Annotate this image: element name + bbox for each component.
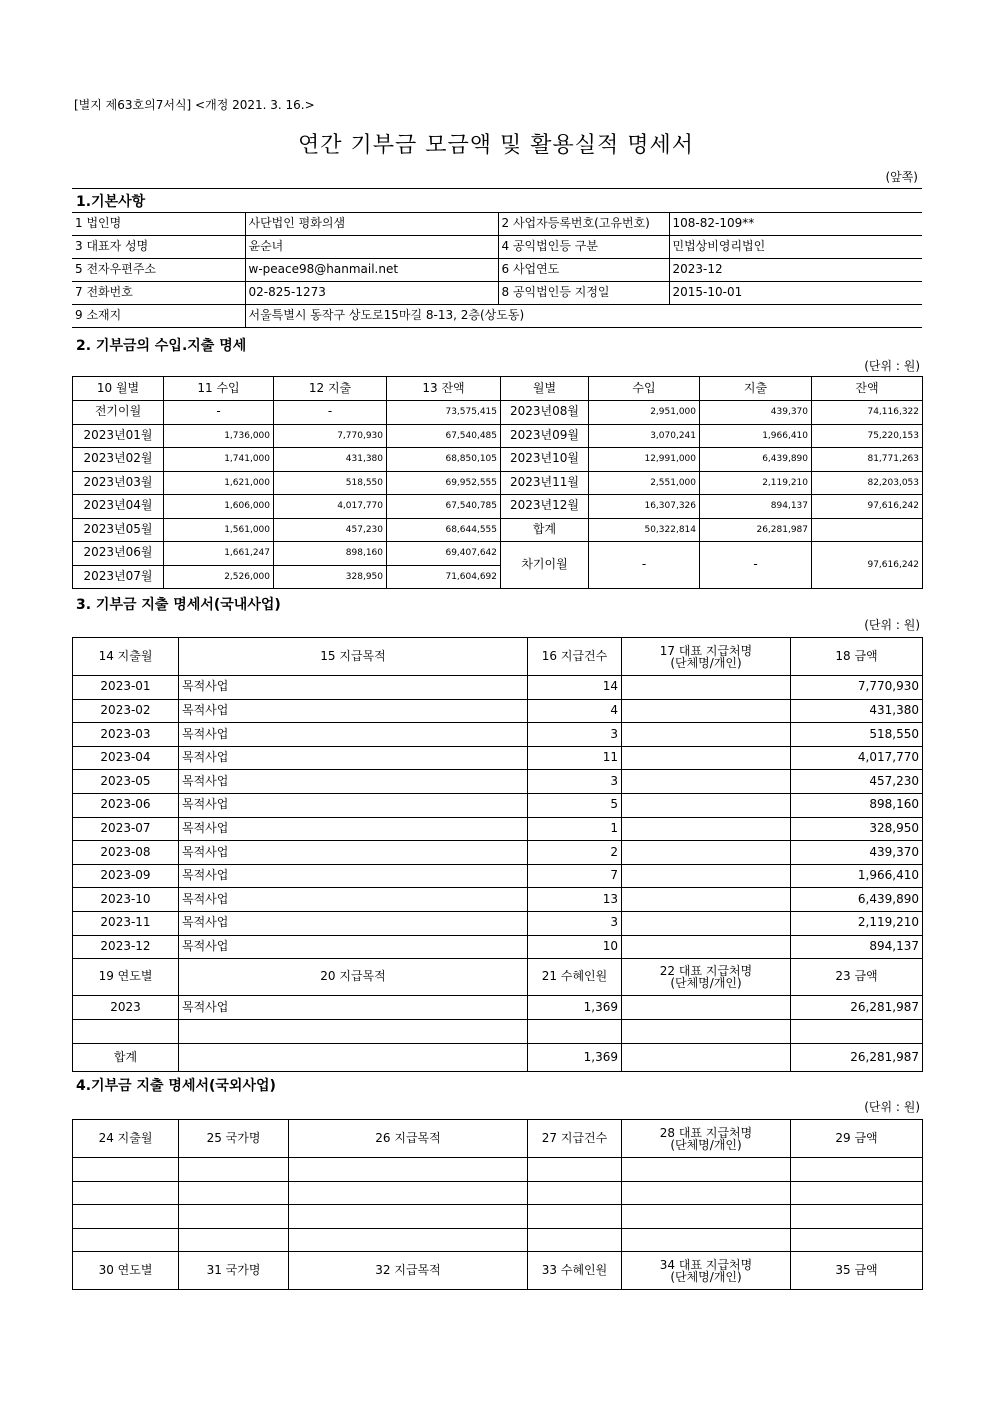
table-cell [289,1205,528,1229]
table-cell: 차기이월 [501,542,589,589]
table-cell [73,1205,179,1229]
table-row [73,448,923,472]
table-cell: 1,661,247 [164,542,274,566]
table-cell: 73,575,415 [387,401,501,425]
table-cell [622,817,791,841]
table-cell: 97,616,242 [812,542,923,589]
table-row [72,305,922,328]
column-header: 24 지출월 [73,1120,179,1158]
field-label: 3 대표자 성명 [72,236,245,259]
table-cell: 3 [528,770,622,794]
table-row [73,377,923,401]
table-cell: 2023년08월 [501,401,589,425]
table-cell: 2023-10 [73,888,179,912]
table-cell: 898,160 [274,542,387,566]
table-cell: 14 [528,676,622,700]
table-cell [622,1044,791,1072]
column-header: 15 지급목적 [179,638,528,676]
table-cell [622,1205,791,1229]
field-label: 8 공익법인등 지정일 [498,282,669,305]
table-cell: 2,526,000 [164,565,274,589]
table-cell: 목적사업 [179,864,528,888]
column-header: 11 수입 [164,377,274,401]
field-value: 사단법인 평화의샘 [245,213,498,236]
column-header: 27 지급건수 [528,1120,622,1158]
form-number: [별지 제63호의7서식] <개정 2021. 3. 16.> [74,98,315,112]
table-cell: 2023-07 [73,817,179,841]
table-cell [528,1228,622,1252]
table-row [73,996,923,1020]
table-cell: 1,741,000 [164,448,274,472]
table-row [73,911,923,935]
table-cell: 1,736,000 [164,424,274,448]
column-header: 18 금액 [791,638,923,676]
column-header: 16 지급건수 [528,638,622,676]
section-3-title: 3. 기부금 지출 명세서(국내사업) [76,597,281,613]
field-label: 4 공익법인등 구분 [498,236,669,259]
table-cell: 1,966,410 [791,864,923,888]
table-cell: 7 [528,864,622,888]
table-cell [528,1181,622,1205]
income-expense-table [72,376,923,589]
column-header [622,959,791,996]
table-cell: 97,616,242 [812,495,923,519]
table-cell: 목적사업 [179,911,528,935]
table-row [73,1205,923,1229]
table-cell: 2023년01월 [73,424,164,448]
column-header: 12 지출 [274,377,387,401]
table-cell: 목적사업 [179,996,528,1020]
header-subline: (단체명/개인) [670,1137,742,1152]
table-cell [179,1158,289,1182]
table-row [73,770,923,794]
table-cell: 2023년04월 [73,495,164,519]
table-cell: 목적사업 [179,770,528,794]
column-header: 25 국가명 [179,1120,289,1158]
table-cell [622,793,791,817]
table-cell: 11 [528,746,622,770]
field-value: 서울특별시 동작구 상도로15마길 8-13, 2층(상도동) [245,305,922,328]
table-cell: 목적사업 [179,841,528,865]
table-cell: 328,950 [791,817,923,841]
column-header: 수입 [589,377,700,401]
table-cell: 합계 [501,518,589,542]
table-cell: 6,439,890 [791,888,923,912]
table-row [72,282,922,305]
table-cell [179,1181,289,1205]
header-subline: (단체명/개인) [670,1269,742,1284]
table-cell [179,1020,528,1044]
table-cell: 2023년12월 [501,495,589,519]
column-header: 33 수혜인원 [528,1252,622,1290]
column-header: 10 월별 [73,377,164,401]
table-cell: 5 [528,793,622,817]
field-value: 민법상비영리법인 [669,236,922,259]
table-cell: 1,369 [528,996,622,1020]
table-row [73,841,923,865]
table-cell [622,676,791,700]
header-line: 17 대표 지급처명 [659,643,753,658]
table-cell: 3 [528,911,622,935]
domestic-expense-table [72,637,923,1072]
table-cell: 894,137 [700,495,812,519]
table-row [73,1181,923,1205]
basic-info-table [72,212,922,328]
table-cell: 518,550 [274,471,387,495]
table-cell: 전기이월 [73,401,164,425]
table-cell: 82,203,053 [812,471,923,495]
table-cell: 목적사업 [179,723,528,747]
table-cell: 431,380 [274,448,387,472]
column-header: 23 금액 [791,959,923,996]
table-cell: 12,991,000 [589,448,700,472]
table-cell: 목적사업 [179,793,528,817]
field-value: w-peace98@hanmail.net [245,259,498,282]
table-row [73,1020,923,1044]
table-row [73,746,923,770]
table-cell: 2,551,000 [589,471,700,495]
table-cell [73,1181,179,1205]
table-cell [622,723,791,747]
table-cell [791,1228,923,1252]
table-cell: 1,369 [528,1044,622,1072]
table-row [73,495,923,519]
field-label: 9 소재지 [72,305,245,328]
table-cell: 2023년05월 [73,518,164,542]
table-cell: 4,017,770 [274,495,387,519]
column-header: 21 수혜인원 [528,959,622,996]
table-cell: 81,771,263 [812,448,923,472]
table-cell: 2023-12 [73,935,179,959]
table-cell: 2,119,210 [700,471,812,495]
table-cell [528,1020,622,1044]
table-cell: 50,322,814 [589,518,700,542]
column-header: 월별 [501,377,589,401]
unit-label: (단위 : 원) [864,618,920,632]
table-cell: 목적사업 [179,746,528,770]
field-value: 108-82-109** [669,213,922,236]
table-cell: 2 [528,841,622,865]
table-cell: 67,540,485 [387,424,501,448]
table-cell: 69,407,642 [387,542,501,566]
table-cell: 1,606,000 [164,495,274,519]
table-row [73,471,923,495]
table-row [73,723,923,747]
table-cell [179,1205,289,1229]
table-cell: 2023-11 [73,911,179,935]
overseas-expense-table [72,1119,923,1290]
table-cell: 2023 [73,996,179,1020]
column-header: 32 지급목적 [289,1252,528,1290]
table-cell: 2023년07월 [73,565,164,589]
table-cell: 목적사업 [179,935,528,959]
table-cell: 4 [528,699,622,723]
table-cell: 7,770,930 [791,676,923,700]
field-value: 윤순녀 [245,236,498,259]
table-row [73,1158,923,1182]
table-cell: 431,380 [791,699,923,723]
table-cell: 2023년10월 [501,448,589,472]
section-4-title: 4.기부금 지출 명세서(국외사업) [76,1078,276,1094]
table-row [72,259,922,282]
table-row [73,424,923,448]
table-cell: 439,370 [791,841,923,865]
table-cell [179,1044,528,1072]
table-row [73,959,923,996]
table-row [73,518,923,542]
table-cell [622,746,791,770]
table-cell: 26,281,987 [791,996,923,1020]
table-cell: 328,950 [274,565,387,589]
field-label: 2 사업자등록번호(고유번호) [498,213,669,236]
table-cell: 2,951,000 [589,401,700,425]
table-cell [73,1228,179,1252]
field-value: 2015-10-01 [669,282,922,305]
table-cell: 2023-08 [73,841,179,865]
table-cell: 457,230 [791,770,923,794]
table-row [73,864,923,888]
table-cell: - [700,542,812,589]
table-cell [622,699,791,723]
table-cell [791,1020,923,1044]
column-header: 19 연도별 [73,959,179,996]
table-row [73,1120,923,1158]
table-cell: 68,644,555 [387,518,501,542]
table-cell: 2023-09 [73,864,179,888]
column-header: 지출 [700,377,812,401]
table-row [73,935,923,959]
table-cell [622,1020,791,1044]
header-subline: (단체명/개인) [670,655,742,670]
table-cell [791,1181,923,1205]
total-amount: 26,281,987 [791,1044,923,1072]
column-header [622,1120,791,1158]
table-cell [622,888,791,912]
table-cell [622,935,791,959]
column-header [622,1252,791,1290]
column-header: 13 잔액 [387,377,501,401]
table-cell [812,518,923,542]
table-cell: 67,540,785 [387,495,501,519]
table-cell [622,1181,791,1205]
table-cell: 26,281,987 [700,518,812,542]
header-line: 28 대표 지급처명 [659,1125,753,1140]
section-1-title: 1.기본사항 [76,194,146,210]
column-header: 14 지출월 [73,638,179,676]
table-cell: 13 [528,888,622,912]
table-cell [289,1181,528,1205]
table-cell: 2023년02월 [73,448,164,472]
table-cell: 2023년06월 [73,542,164,566]
table-cell: 2023-05 [73,770,179,794]
table-cell: 목적사업 [179,699,528,723]
table-cell [289,1228,528,1252]
field-label: 6 사업연도 [498,259,669,282]
table-cell [73,1020,179,1044]
table-row [73,542,923,566]
table-row [73,793,923,817]
column-header: 30 연도별 [73,1252,179,1290]
table-cell: 1,966,410 [700,424,812,448]
table-cell: 74,116,322 [812,401,923,425]
table-cell: 목적사업 [179,817,528,841]
field-label: 5 전자우편주소 [72,259,245,282]
table-row [73,401,923,425]
table-cell [622,770,791,794]
table-cell: - [164,401,274,425]
table-row [73,1044,923,1072]
table-cell: 목적사업 [179,676,528,700]
table-cell: 68,850,105 [387,448,501,472]
table-cell: 1 [528,817,622,841]
table-cell [622,911,791,935]
header-line: 22 대표 지급처명 [659,964,753,979]
table-cell: - [589,542,700,589]
section-top-rule [72,188,922,189]
column-header: 잔액 [812,377,923,401]
table-cell: 2,119,210 [791,911,923,935]
header-line: 34 대표 지급처명 [659,1257,753,1272]
table-cell: 7,770,930 [274,424,387,448]
table-cell [73,1158,179,1182]
table-cell: 2023년11월 [501,471,589,495]
unit-label: (단위 : 원) [864,359,920,373]
table-row [73,1252,923,1290]
table-row [72,213,922,236]
table-cell [622,864,791,888]
column-header: 35 금액 [791,1252,923,1290]
table-cell [622,1158,791,1182]
table-cell: 목적사업 [179,888,528,912]
field-label: 7 전화번호 [72,282,245,305]
table-cell: 1,621,000 [164,471,274,495]
column-header: 29 금액 [791,1120,923,1158]
page-side-label: (앞쪽) [885,170,918,184]
table-cell: 2023-03 [73,723,179,747]
table-cell [289,1158,528,1182]
table-cell [622,1228,791,1252]
table-cell: 2023-02 [73,699,179,723]
section-2-title: 2. 기부금의 수입.지출 명세 [76,338,247,354]
table-cell: 3,070,241 [589,424,700,448]
table-cell [528,1158,622,1182]
table-row [73,888,923,912]
field-label: 1 법인명 [72,213,245,236]
table-cell: 2023-04 [73,746,179,770]
table-cell: 894,137 [791,935,923,959]
table-cell [622,996,791,1020]
field-value: 02-825-1273 [245,282,498,305]
table-cell: 2023년09월 [501,424,589,448]
page-title: 연간 기부금 모금액 및 활용실적 명세서 [298,133,694,158]
table-cell: 71,604,692 [387,565,501,589]
table-cell: 16,307,326 [589,495,700,519]
table-cell: 439,370 [700,401,812,425]
table-cell: 10 [528,935,622,959]
table-cell [791,1158,923,1182]
table-cell: 2023년03월 [73,471,164,495]
table-cell [791,1205,923,1229]
table-cell: 6,439,890 [700,448,812,472]
field-value: 2023-12 [669,259,922,282]
table-cell: 898,160 [791,793,923,817]
table-row [73,817,923,841]
table-cell [528,1205,622,1229]
table-row [73,638,923,676]
table-cell: 3 [528,723,622,747]
header-subline: (단체명/개인) [670,976,742,991]
table-cell [179,1228,289,1252]
table-cell: 457,230 [274,518,387,542]
table-row [73,699,923,723]
total-label: 합계 [73,1044,179,1072]
table-cell: 518,550 [791,723,923,747]
column-header: 31 국가명 [179,1252,289,1290]
table-cell: 4,017,770 [791,746,923,770]
column-header [622,638,791,676]
table-cell: 2023-01 [73,676,179,700]
table-cell [622,841,791,865]
table-cell: - [274,401,387,425]
table-cell: 69,952,555 [387,471,501,495]
column-header: 26 지급목적 [289,1120,528,1158]
column-header: 20 지급목적 [179,959,528,996]
unit-label: (단위 : 원) [864,1100,920,1114]
table-row [73,676,923,700]
table-cell: 1,561,000 [164,518,274,542]
table-cell: 75,220,153 [812,424,923,448]
table-row [73,1228,923,1252]
table-cell: 2023-06 [73,793,179,817]
table-row [72,236,922,259]
